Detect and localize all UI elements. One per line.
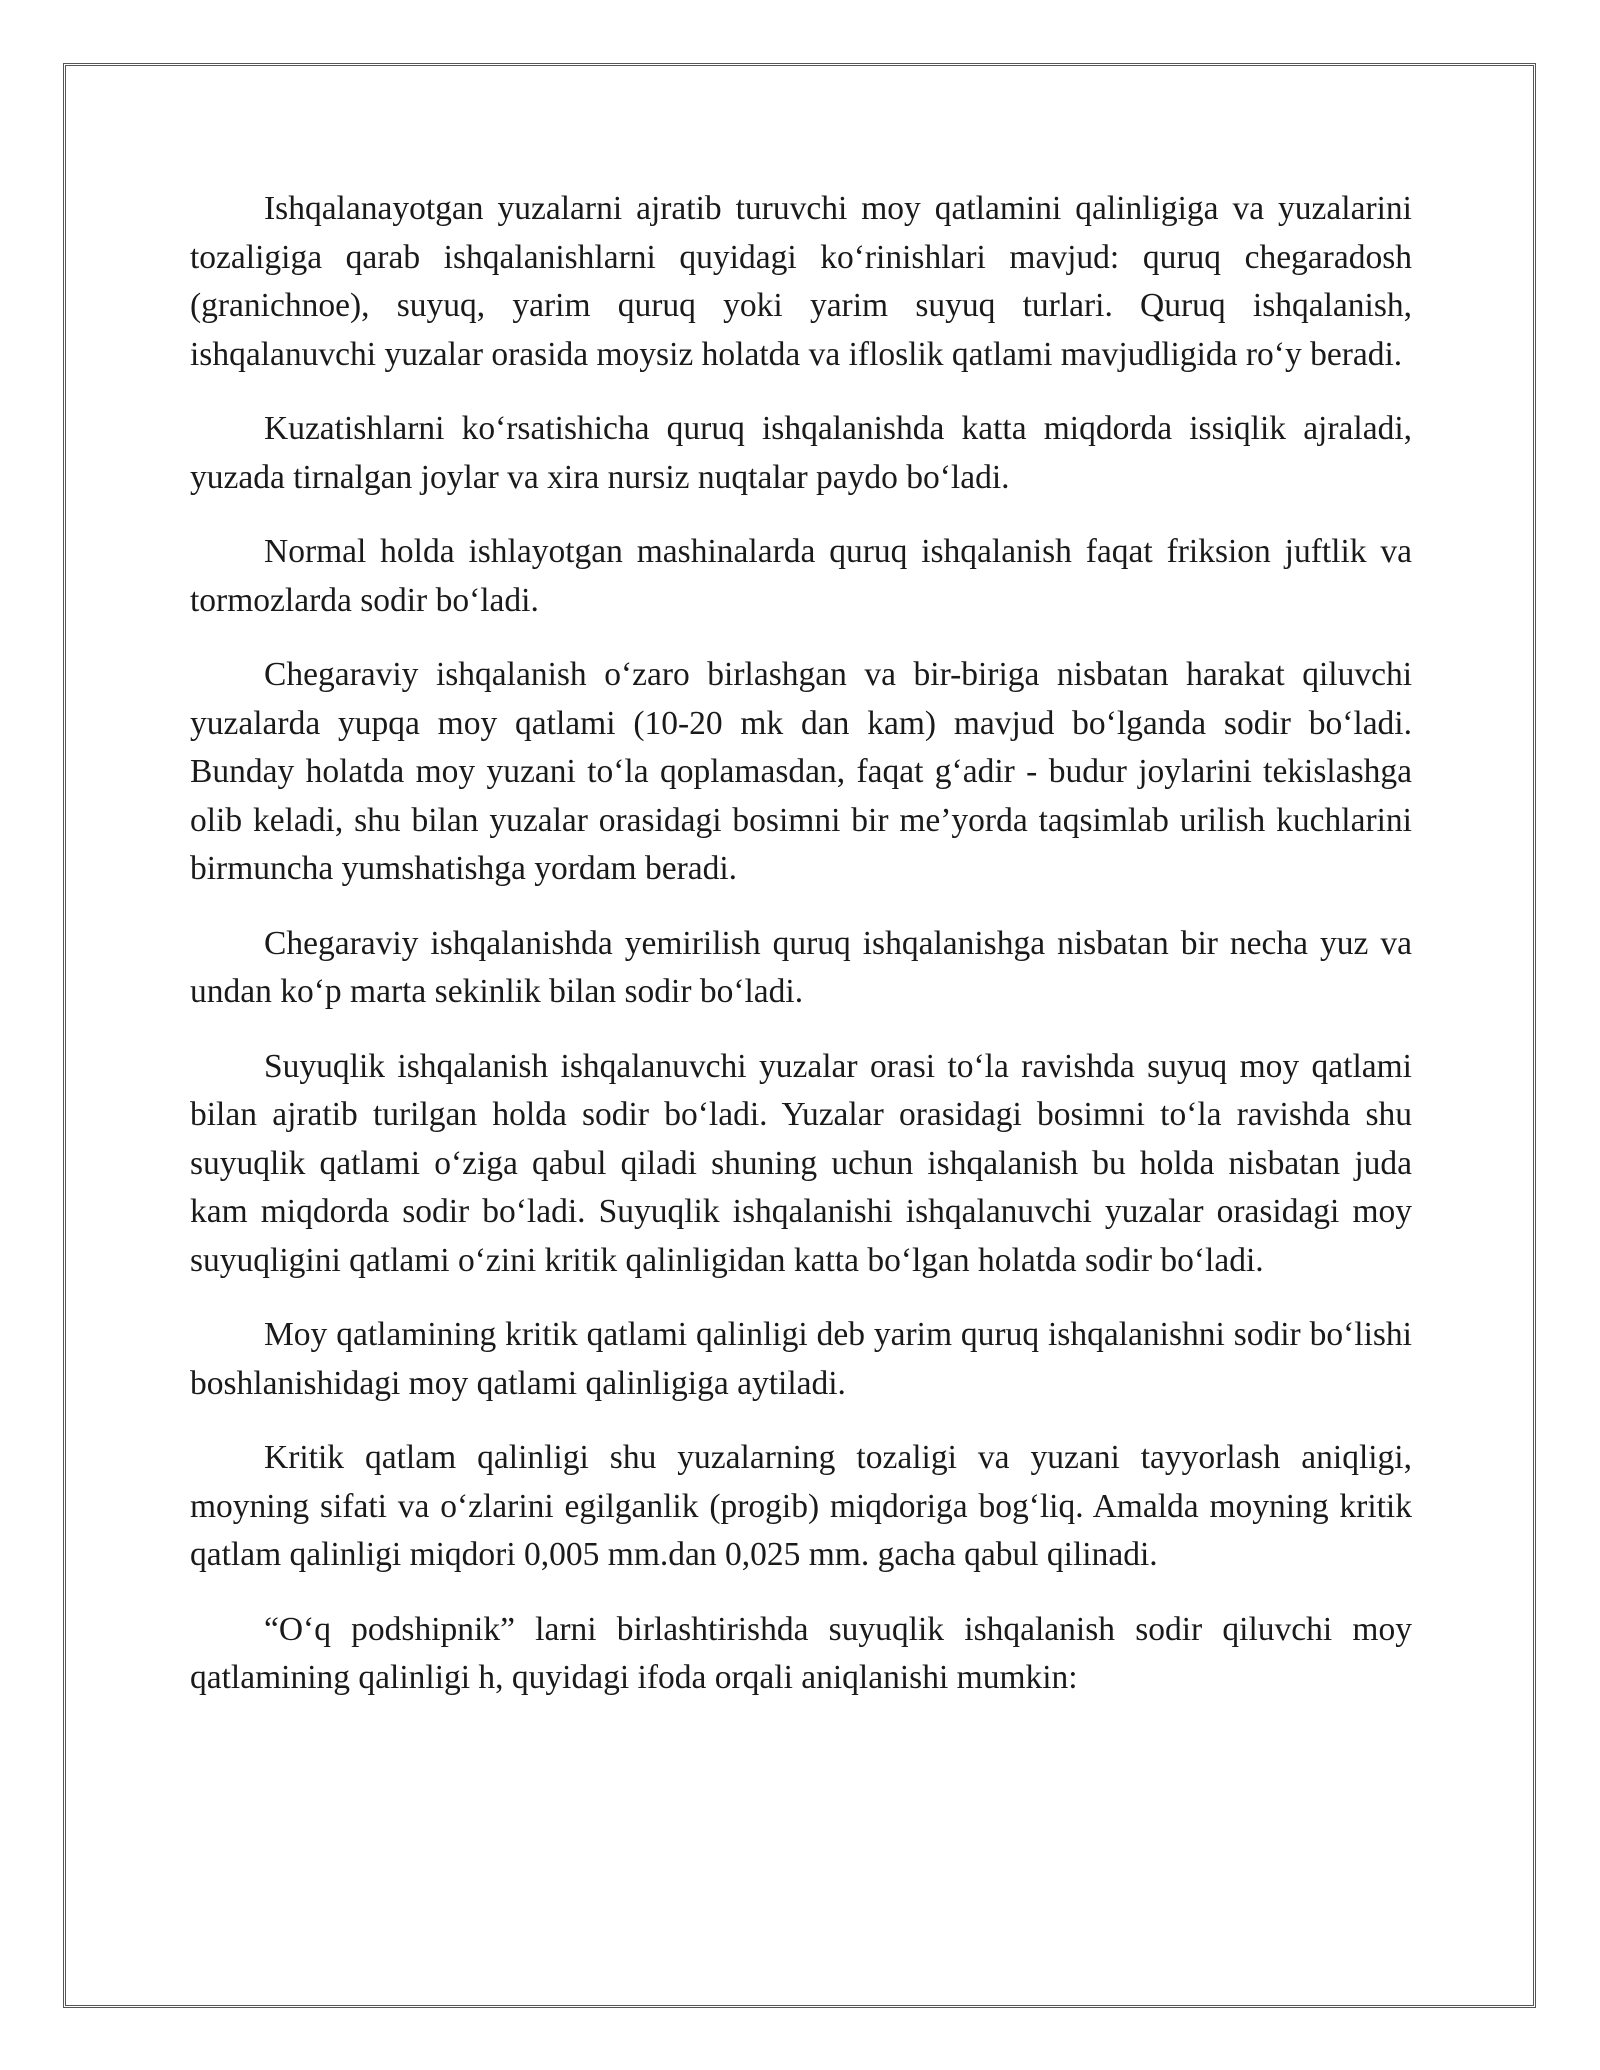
- paragraph-4: Chegaraviy ishqalanish oʻzaro birlashgan va bir-biriga nisbatan harakat qiluvchi yuzalarda yupqa moy qatlami (10-20 mk dan kam) mavjud boʻlganda sodir boʻladi. Bunday holatda moy yuzani toʻla qoplamasdan, faqat gʻadir - budur joylarini tekislashga olib keladi, shu bilan yuzalar orasidagi bosimni bir me’yorda taqsimlab urilish kuchlarini birmuncha yumshatishga yordam beradi.: [190, 656, 1412, 887]
- document-body: [190, 185, 1412, 1729]
- paragraph-7: Moy qatlamining kritik qatlami qalinligi deb yarim quruq ishqalanishni sodir boʻlishi boshlanishidagi moy qatlami qalinligiga aytiladi.: [190, 1316, 1412, 1402]
- paragraph-2: Kuzatishlarni koʻrsatishicha quruq ishqalanishda katta miqdorda issiqlik ajraladi, yuzada tirnalgan joylar va xira nursiz nuqtalar paydo boʻladi.: [190, 410, 1412, 496]
- paragraph-5: Chegaraviy ishqalanishda yemirilish quruq ishqalanishga nisbatan bir necha yuz va undan koʻp marta sekinlik bilan sodir boʻladi.: [190, 924, 1412, 1010]
- paragraph-1: Ishqalanayotgan yuzalarni ajratib turuvchi moy qatlamini qalinligiga va yuzalarini tozaligiga qarab ishqalanishlarni quyidagi koʻrinishlari mavjud: quruq chegaradosh (granichnoe), suyuq, yarim quruq yoki yarim suyuq turlari. Quruq ishqalanish, ishqalanuvchi yuzalar orasida moysiz holatda va ifloslik qatlami mavjudligida roʻy beradi.: [190, 190, 1412, 373]
- paragraph-3: Normal holda ishlayotgan mashinalarda quruq ishqalanish faqat friksion juftlik va tormozlarda sodir boʻladi.: [190, 533, 1412, 619]
- paragraph-8: Kritik qatlam qalinligi shu yuzalarning tozaligi va yuzani tayyorlash aniqligi, moyning sifati va oʻzlarini egilganlik (progib) miqdoriga bogʻliq. Amalda moyning kritik qatlam qalinligi miqdori 0,005 mm.dan 0,025 mm. gacha qabul qilinadi.: [190, 1439, 1412, 1573]
- paragraph-9: “Oʻq podshipnik” larni birlashtirishda suyuqlik ishqalanish sodir qiluvchi moy qatlamining qalinligi h, quyidagi ifoda orqali aniqlanishi mumkin:: [190, 1610, 1412, 1696]
- paragraph-6: Suyuqlik ishqalanish ishqalanuvchi yuzalar orasi toʻla ravishda suyuq moy qatlami bilan ajratib turilgan holda sodir boʻladi. Yuzalar orasidagi bosimni toʻla ravishda shu suyuqlik qatlami oʻziga qabul qiladi shuning uchun ishqalanish bu holda nisbatan juda kam miqdorda sodir boʻladi. Suyuqlik ishqalanishi ishqalanuvchi yuzalar orasidagi moy suyuqligini qatlami oʻzini kritik qalinligidan katta boʻlgan holatda sodir boʻladi.: [190, 1047, 1412, 1279]
